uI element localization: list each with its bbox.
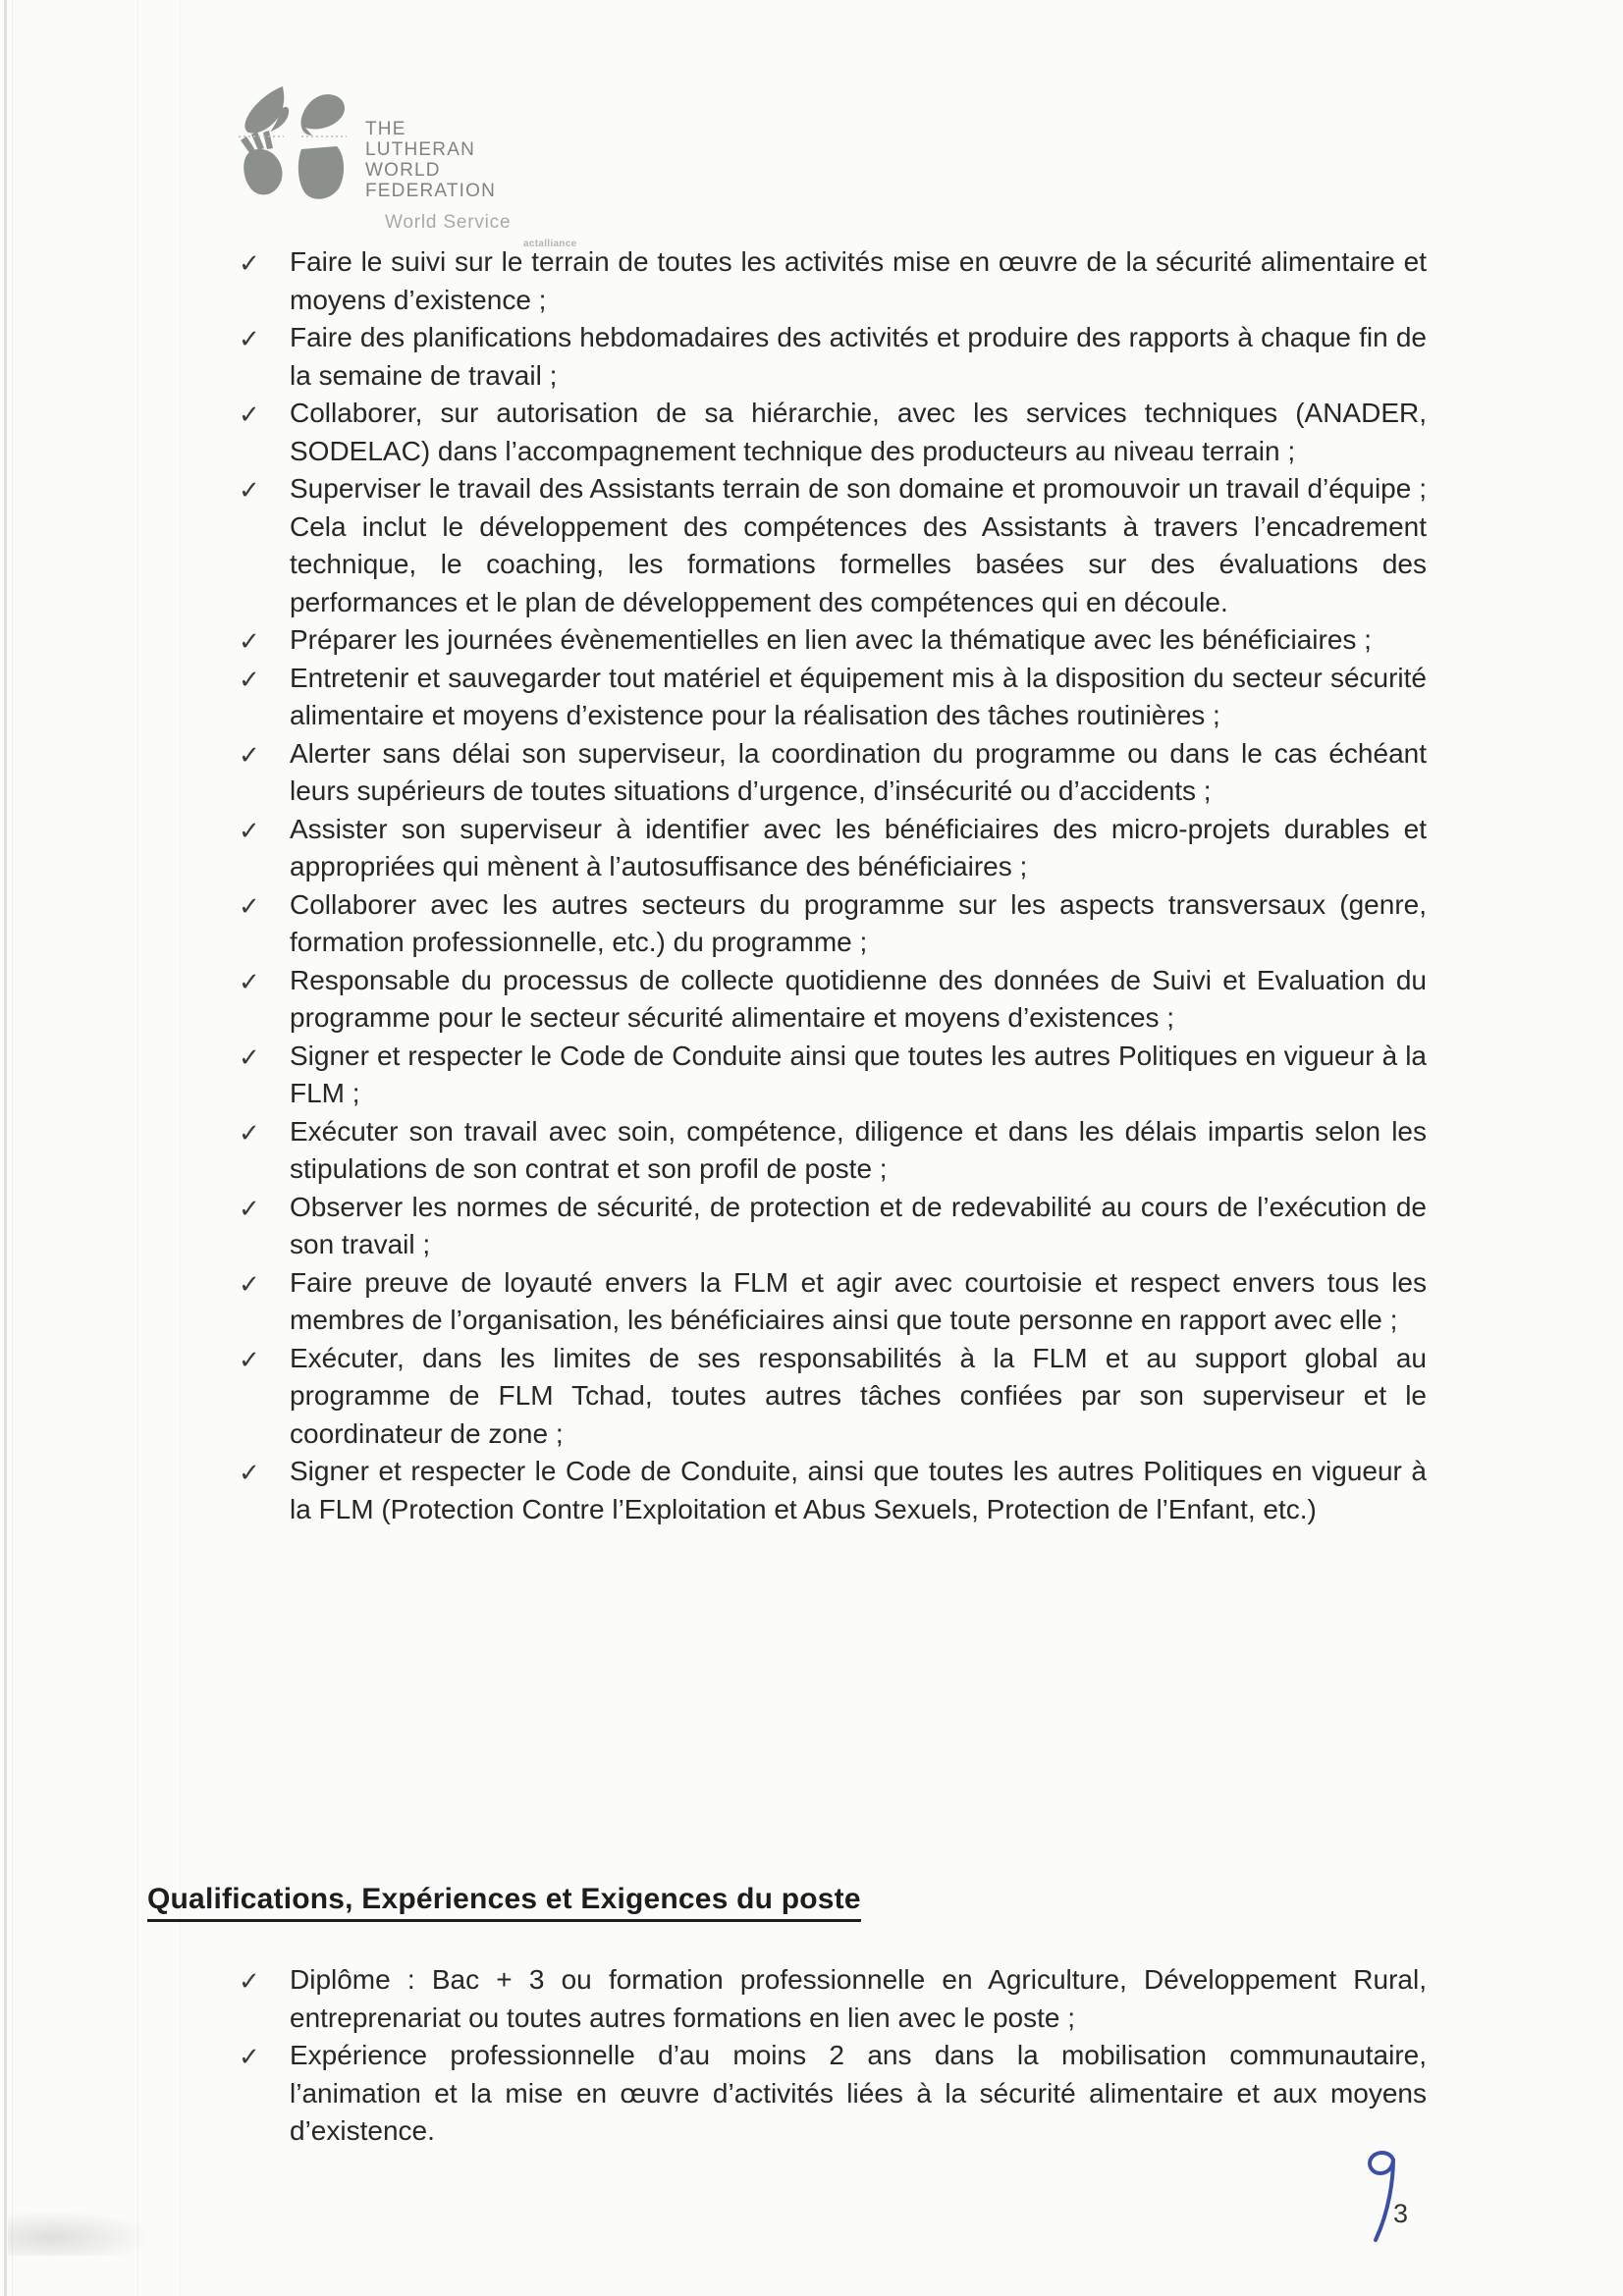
handwritten-mark xyxy=(1363,2148,1409,2246)
org-name-line: THE xyxy=(365,119,406,139)
check-icon: ✓ xyxy=(239,664,260,694)
check-icon: ✓ xyxy=(239,2042,260,2071)
scan-streak xyxy=(137,0,138,2296)
qualification-item xyxy=(239,2037,1427,2151)
check-icon: ✓ xyxy=(239,248,260,278)
duty-item xyxy=(239,395,1427,470)
duty-text: Entretenir et sauvegarder tout matériel et équipement mis à la disposition du secteur sécurité alimentaire et moyens d’existence pour la réalisation des tâches routinières ; xyxy=(290,662,1427,730)
check-icon: ✓ xyxy=(239,626,260,656)
duty-text: Observer les normes de sécurité, de protection et de redevabilité au cours de l’exécution de son travail ; xyxy=(290,1191,1427,1259)
check-icon: ✓ xyxy=(239,739,260,770)
org-name-line: LUTHERAN xyxy=(365,139,476,160)
page-number: 3 xyxy=(1393,2199,1409,2228)
check-icon: ✓ xyxy=(239,1966,260,1996)
qualification-item xyxy=(239,1961,1427,2037)
lwf-logo-icon xyxy=(239,83,347,205)
check-icon: ✓ xyxy=(239,324,260,353)
duty-text: Faire le suivi sur le terrain de toutes les activités mise en œuvre de la sécurité alimentaire et moyens d’existence ; xyxy=(290,246,1427,315)
duty-text: Signer et respecter le Code de Conduite ainsi que toutes les autres Politiques en vigueur à la FLM ; xyxy=(290,1040,1427,1108)
duty-text: Alerter sans délai son superviseur, la coordination du programme ou dans le cas échéant leurs supérieurs de toutes situations d’urgence, d’insécurité ou d’accidents ; xyxy=(290,737,1427,806)
duty-item xyxy=(239,1340,1427,1454)
qualification-text: Diplôme : Bac + 3 ou formation professionnelle en Agriculture, Développement Rural, entreprenariat ou toutes autres formations en lien avec le poste ; xyxy=(290,1964,1427,2033)
check-icon: ✓ xyxy=(239,1458,260,1487)
check-icon: ✓ xyxy=(239,400,260,429)
org-name-line: FEDERATION xyxy=(365,181,497,201)
duty-item xyxy=(239,811,1427,886)
duty-text: Exécuter son travail avec soin, compétence, diligence et dans les délais impartis selon les stipulations de son contrat et son profil de poste ; xyxy=(290,1115,1427,1184)
duty-text: Collaborer avec les autres secteurs du programme sur les aspects transversaux (genre, formation professionnelle, etc.) du programme ; xyxy=(290,888,1427,957)
check-icon: ✓ xyxy=(239,1041,260,1072)
duty-item xyxy=(239,1453,1427,1528)
check-icon: ✓ xyxy=(239,1344,260,1374)
check-icon: ✓ xyxy=(239,966,260,996)
duty-text: Signer et respecter le Code de Conduite, ainsi que toutes les autres Politiques en vigueur à la FLM (Protection Contre l’Exploitation et Abus Sexuels, Protection de l’Enfant, etc.) xyxy=(290,1456,1427,1524)
scan-streak xyxy=(12,0,13,2296)
duty-text: Assister son superviseur à identifier avec les bénéficiaires des micro-projets durables et appropriées qui mènent à l’autosuffisance des bénéficiaires ; xyxy=(290,813,1427,881)
duty-item xyxy=(239,1113,1427,1189)
qualification-text: Expérience professionnelle d’au moins 2 ans dans la mobilisation communautaire, l’animation et la mise en œuvre d’activités liées à la sécurité alimentaire et aux moyens d’existence. xyxy=(290,2040,1427,2146)
scan-edge-artifact xyxy=(4,0,7,2296)
duty-item xyxy=(239,243,1427,319)
check-icon: ✓ xyxy=(239,890,260,921)
duty-item xyxy=(239,1189,1427,1264)
lwf-letterhead xyxy=(239,83,651,260)
duty-item xyxy=(239,660,1427,735)
duties-list xyxy=(239,243,1427,1528)
act-alliance-mark: actalliance xyxy=(523,239,577,249)
duty-item xyxy=(239,962,1427,1038)
duty-item xyxy=(239,1038,1427,1113)
check-icon: ✓ xyxy=(239,815,260,845)
duty-item xyxy=(239,735,1427,811)
org-name-line: WORLD xyxy=(365,160,441,181)
duty-item xyxy=(239,621,1427,660)
division-name: World Service xyxy=(385,212,512,233)
duty-text: Faire preuve de loyauté envers la FLM et agir avec courtoisie et respect envers tous les membres de l’organisation, les bénéficiaires ainsi que toute personne en rapport avec elle ; xyxy=(290,1266,1427,1335)
qualifications-list xyxy=(239,1961,1427,2151)
duty-item xyxy=(239,886,1427,962)
check-icon: ✓ xyxy=(239,1193,260,1223)
check-icon: ✓ xyxy=(239,475,260,505)
duty-text: Faire des planifications hebdomadaires des activités et produire des rapports à chaque fin de la semaine de travail ; xyxy=(290,322,1427,391)
duty-text: Superviser le travail des Assistants terrain de son domaine et promouvoir un travail d’équipe ; Cela inclut le développement des compétences des Assistants à travers l’encadrement technique, le coaching, les formations formelles basées sur des évaluations des performances et le plan de développement des compétences qui en découle. xyxy=(290,473,1427,617)
duty-text: Préparer les journées évènementielles en lien avec la thématique avec les bénéficiaires ; xyxy=(290,624,1372,655)
qualifications-heading: Qualifications, Expériences et Exigences du poste xyxy=(147,1883,861,1922)
org-name xyxy=(365,119,496,201)
check-icon: ✓ xyxy=(239,1268,260,1299)
duty-text: Exécuter, dans les limites de ses responsabilités à la FLM et au support global au programme de FLM Tchad, toutes autres tâches confiées par son superviseur et le coordinateur de zone ; xyxy=(290,1342,1427,1449)
duty-item xyxy=(239,470,1427,621)
scan-streak xyxy=(180,0,181,2296)
scan-smudge xyxy=(8,2211,155,2256)
duty-item xyxy=(239,1264,1427,1340)
duty-text: Responsable du processus de collecte quotidienne des données de Suivi et Evaluation du programme pour le secteur sécurité alimentaire et moyens d’existences ; xyxy=(290,964,1427,1033)
check-icon: ✓ xyxy=(239,1117,260,1148)
duty-item xyxy=(239,319,1427,395)
duty-text: Collaborer, sur autorisation de sa hiérarchie, avec les services techniques (ANADER, SODELAC) dans l’accompagnement technique des producteurs au niveau terrain ; xyxy=(290,398,1427,466)
